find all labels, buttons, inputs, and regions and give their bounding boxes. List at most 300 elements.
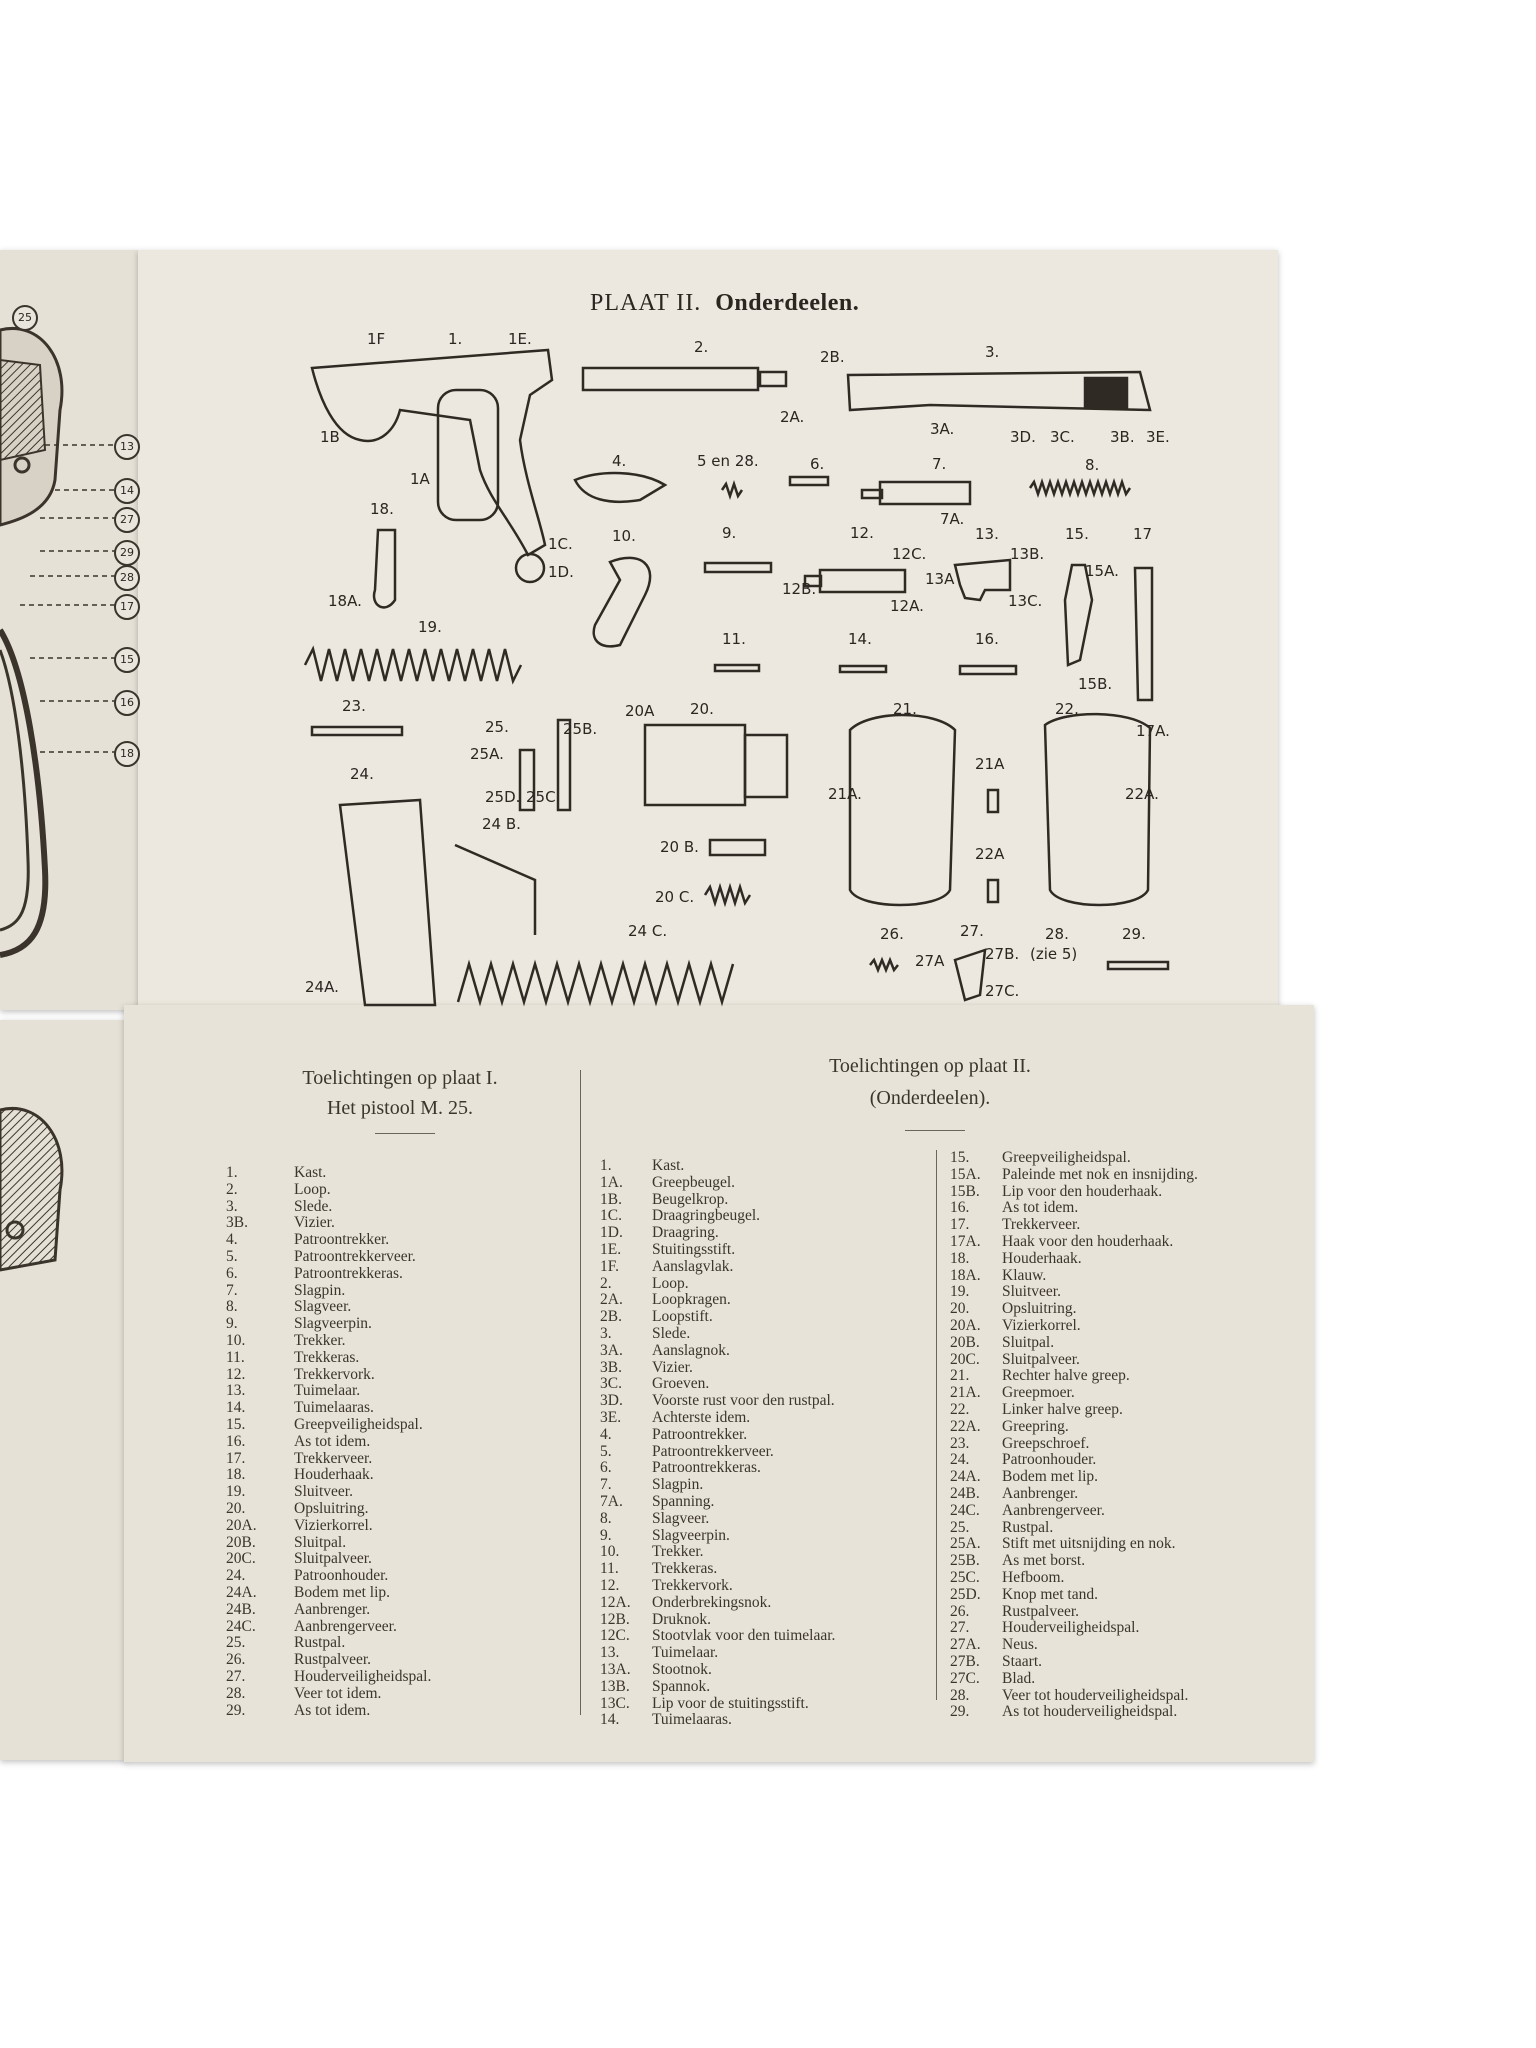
bushing-part [645, 725, 745, 805]
legend-item-number: 3E. [600, 1408, 622, 1426]
legend-item-number: 24A. [950, 1468, 981, 1486]
legend-item-number: 18. [226, 1466, 246, 1484]
label-27B: 27B. [985, 945, 1020, 963]
label-2: 2. [694, 338, 709, 356]
label-3A: 3A. [930, 420, 955, 438]
legend-item-text: Houderveiligheidspal. [1002, 1619, 1140, 1637]
legend-item [600, 1427, 835, 1444]
legend-item-text: Stootvlak voor den tuimelaar. [652, 1627, 836, 1645]
legend-item-text: Tuimelaaras. [294, 1399, 374, 1417]
legend-item-text: Aanbrenger. [1002, 1484, 1079, 1502]
legend-item [950, 1486, 1198, 1503]
legend-item-text: Trekkervork. [294, 1365, 375, 1383]
legend-item [226, 1703, 431, 1720]
callout-27: 27 [114, 507, 140, 533]
label-15B: 15B. [1078, 675, 1113, 693]
legend-item-number: 5. [600, 1442, 612, 1460]
label-20B: 20 B. [660, 838, 699, 856]
legend-item [600, 1578, 835, 1595]
label-1: 1. [448, 330, 463, 348]
legend-item-text: Vizierkorrel. [294, 1516, 373, 1534]
legend-item-text: Greepveiligheidspal. [1002, 1149, 1131, 1166]
label-12A: 12A. [890, 597, 924, 615]
legend1-title: Toelichtingen op plaat I. [302, 1067, 498, 1089]
legend-item-text: Tuimelaar. [294, 1382, 361, 1400]
legend-item-text: Sluitveer. [294, 1483, 353, 1501]
legend-item-number: 20A. [950, 1316, 981, 1334]
legend-item-text: Aanbrenger. [294, 1600, 371, 1618]
legend-item-number: 17. [950, 1216, 970, 1234]
legend-item-text: Aanbrengerveer. [1002, 1501, 1105, 1519]
legend-item [600, 1276, 835, 1293]
legend-item-number: 25B. [950, 1552, 980, 1570]
legend-item-text: Hefboom. [1002, 1568, 1065, 1586]
legend-item [226, 1182, 431, 1199]
legend-item-text: Patroontrekkeras. [652, 1459, 761, 1477]
legend-item-number: 26. [950, 1602, 970, 1620]
legend-item-number: 12B. [600, 1610, 630, 1628]
legend-item-text: Sluitpalveer. [1002, 1350, 1080, 1368]
legend-item-text: As met borst. [1002, 1552, 1086, 1570]
callout-13: 13 [114, 434, 140, 460]
label-zie5: (zie 5) [1030, 945, 1078, 963]
legend-item-number: 8. [600, 1509, 612, 1527]
legend-item [600, 1326, 835, 1343]
legend-item [950, 1234, 1198, 1251]
label-6: 6. [810, 455, 825, 473]
legend-item-number: 29. [226, 1701, 246, 1719]
label-12C: 12C. [892, 545, 927, 563]
legend-item-text: Kast. [294, 1164, 327, 1181]
callout-18: 18 [114, 741, 140, 767]
legend-item-text: Klauw. [1002, 1266, 1047, 1284]
legend-item-text: Slagveerpin. [294, 1315, 372, 1333]
legend-item [600, 1712, 835, 1729]
legend-item-text: Slagpin. [652, 1476, 704, 1494]
legend-item-number: 21. [950, 1367, 970, 1385]
legend-item [600, 1309, 835, 1326]
label-11: 11. [722, 630, 746, 648]
legend-item [600, 1175, 835, 1192]
parts-drawing [0, 0, 1536, 1010]
legend-item [950, 1587, 1198, 1604]
legend-item-number: 9. [226, 1315, 238, 1333]
legend-item [950, 1301, 1198, 1318]
label-24A: 24A. [305, 978, 339, 996]
legend-item [950, 1452, 1198, 1469]
label-25: 25. [485, 718, 509, 736]
legend-item-number: 15. [950, 1149, 970, 1166]
legend-item [950, 1200, 1198, 1217]
legend-item [950, 1704, 1198, 1721]
legend-item-number: 1A. [600, 1173, 623, 1191]
legend-item-number: 24B. [950, 1484, 980, 1502]
label-20: 20. [690, 700, 714, 718]
legend-item [226, 1669, 431, 1686]
legend-item [600, 1561, 835, 1578]
legend-item-text: Trekkeras. [294, 1348, 360, 1366]
label-3: 3. [985, 343, 1000, 361]
label-27A: 27A [915, 952, 945, 970]
legend-item [226, 1367, 431, 1384]
legend-item-text: Staart. [1002, 1652, 1043, 1670]
legend-item-text: Aanbrengerveer. [294, 1617, 397, 1635]
legend-item-number: 27. [226, 1667, 246, 1685]
legend-item [950, 1637, 1198, 1654]
legend-item [226, 1199, 431, 1216]
label-18: 18. [370, 500, 394, 518]
label-24C: 24 C. [628, 922, 668, 940]
legend-item-number: 24. [226, 1567, 246, 1585]
legend-item-text: Groeven. [652, 1375, 710, 1393]
legend-item [950, 1402, 1198, 1419]
legend-item-number: 25D. [950, 1585, 981, 1603]
legend-item-number: 28. [226, 1684, 246, 1702]
legend-item-text: Sluitveer. [1002, 1283, 1061, 1301]
legend-item [600, 1612, 835, 1629]
legend-item-text: Achterste idem. [652, 1408, 751, 1426]
legend-item [600, 1208, 835, 1225]
label-26: 26. [880, 925, 904, 943]
legend-item-number: 7. [600, 1476, 612, 1494]
plate-title-prefix: PLAAT II. [590, 290, 702, 316]
legend-item-text: Patroontrekkerveer. [294, 1247, 416, 1265]
legend-item [950, 1184, 1198, 1201]
legend-divider-1 [580, 1070, 581, 1715]
legend-item-text: Rustpalveer. [294, 1651, 372, 1669]
legend-item [950, 1469, 1198, 1486]
legend-item-text: Patroonhouder. [1002, 1451, 1097, 1469]
legend-item-text: Beugelkrop. [652, 1190, 729, 1208]
legend-item [226, 1518, 431, 1535]
legend-item [950, 1217, 1198, 1234]
label-1F: 1F [367, 330, 386, 348]
legend-item [226, 1619, 431, 1636]
legend-item [600, 1192, 835, 1209]
label-27C: 27C. [985, 982, 1020, 1000]
legend-item-text: Aanslagvlak. [652, 1257, 734, 1275]
legend-item-text: Trekkerveer. [1002, 1216, 1081, 1234]
legend-item-text: Vizier. [294, 1214, 335, 1232]
legend-item-text: Trekker. [294, 1331, 346, 1349]
frame-part [312, 350, 552, 555]
plate1-partial-section [0, 1080, 126, 1280]
label-23: 23. [342, 697, 366, 715]
callout-25: 25 [12, 305, 38, 331]
legend-item [950, 1520, 1198, 1537]
legend-item-number: 24B. [226, 1600, 256, 1618]
legend-item [600, 1494, 835, 1511]
legend-item [600, 1528, 835, 1545]
legend-item-number: 6. [226, 1264, 238, 1282]
legend-item-text: Bodem met lip. [294, 1583, 391, 1601]
legend-item [950, 1150, 1198, 1167]
legend-item [226, 1266, 431, 1283]
legend-item-text: Vizierkorrel. [1002, 1316, 1081, 1334]
legend-item-number: 14. [600, 1711, 620, 1729]
legend2-rule [905, 1130, 965, 1131]
legend-item [226, 1434, 431, 1451]
legend-item-number: 20A. [226, 1516, 257, 1534]
legend-item-text: Rechter halve greep. [1002, 1367, 1130, 1385]
legend-item-text: Greepbeugel. [652, 1173, 736, 1191]
label-28: 28. [1045, 925, 1069, 943]
label-1A: 1A [410, 470, 430, 488]
legend-item-number: 24C. [950, 1501, 980, 1519]
label-22: 22. [1055, 700, 1079, 718]
legend-item-number: 13C. [600, 1694, 630, 1712]
legend-item-number: 24C. [226, 1617, 256, 1635]
legend-item-number: 23. [950, 1434, 970, 1452]
legend-item-number: 13A. [600, 1660, 631, 1678]
legend-item-text: Stift met uitsnijding en nok. [1002, 1535, 1176, 1553]
legend-item-number: 12. [600, 1576, 620, 1594]
legend-item-text: Houderhaak. [294, 1466, 374, 1484]
legend-item [226, 1602, 431, 1619]
label-1D: 1D. [548, 563, 574, 581]
legend-item [950, 1671, 1198, 1688]
legend-item-text: Patroonhouder. [294, 1567, 389, 1585]
label-3C: 3C. [1050, 428, 1075, 446]
legend-item-number: 1F. [600, 1257, 620, 1275]
legend-item-text: Loop. [294, 1180, 331, 1198]
label-7A: 7A. [940, 510, 965, 528]
label-25D: 25D. [485, 788, 521, 806]
legend-item-text: Draagringbeugel. [652, 1207, 761, 1225]
label-25A: 25A. [470, 745, 504, 763]
legend2-list-col1 [600, 1158, 835, 1729]
legend-item-text: Slede. [652, 1324, 691, 1342]
label-14: 14. [848, 630, 872, 648]
label-13B: 13B. [1010, 545, 1045, 563]
label-24: 24. [350, 765, 374, 783]
legend-item [600, 1410, 835, 1427]
legend-item [226, 1501, 431, 1518]
legend-item-text: Trekkeras. [652, 1560, 718, 1578]
legend-item-number: 27. [950, 1619, 970, 1637]
legend-item-number: 13B. [600, 1677, 630, 1695]
legend-item-number: 9. [600, 1526, 612, 1544]
legend-item [600, 1225, 835, 1242]
legend-item-number: 24. [950, 1451, 970, 1469]
legend-item-text: Trekker. [652, 1543, 704, 1561]
legend-item-number: 12C. [600, 1627, 630, 1645]
label-12B: 12B. [782, 580, 817, 598]
legend-item [226, 1215, 431, 1232]
legend-item-number: 17. [226, 1449, 246, 1467]
legend-item-number: 25. [950, 1518, 970, 1536]
legend-item-number: 20B. [226, 1533, 256, 1551]
plate-title-main: Onderdeelen. [715, 290, 860, 316]
legend-item-number: 16. [226, 1432, 246, 1450]
legend-item-number: 3. [600, 1324, 612, 1342]
callout-16: 16 [114, 690, 140, 716]
legend-item [226, 1467, 431, 1484]
legend-item-text: Rustpal. [1002, 1518, 1054, 1536]
legend-item-number: 29. [950, 1703, 970, 1721]
label-2A: 2A. [780, 408, 805, 426]
legend-item [226, 1484, 431, 1501]
legend-item-number: 11. [226, 1348, 245, 1366]
barrel-part [583, 368, 758, 390]
legend-item-number: 2. [600, 1274, 612, 1292]
legend-item [600, 1360, 835, 1377]
legend-item [950, 1536, 1198, 1553]
legend-item-number: 19. [950, 1283, 970, 1301]
legend-item-number: 12. [226, 1365, 246, 1383]
legend-item [226, 1165, 431, 1182]
callout-14: 14 [114, 478, 140, 504]
label-29: 29. [1122, 925, 1146, 943]
legend-item-number: 10. [226, 1331, 246, 1349]
label-16: 16. [975, 630, 999, 648]
label-1B: 1B [320, 428, 340, 446]
legend-item [950, 1284, 1198, 1301]
legend-item-text: Opsluitring. [1002, 1300, 1077, 1318]
label-17A: 17A. [1136, 722, 1170, 740]
legend-item-number: 10. [600, 1543, 620, 1561]
grip-panel [438, 390, 498, 520]
label-20A: 20A [625, 702, 655, 720]
legend-item [950, 1620, 1198, 1637]
legend-item-text: Sluitpalveer. [294, 1550, 372, 1568]
legend-item-text: Stootnok. [652, 1660, 712, 1678]
label-8: 8. [1085, 456, 1100, 474]
legend-item-text: Houderveiligheidspal. [294, 1667, 432, 1685]
legend-item-number: 22. [950, 1400, 970, 1418]
legend-item-number: 27C. [950, 1669, 980, 1687]
legend-item [950, 1167, 1198, 1184]
legend-item [950, 1318, 1198, 1335]
legend-item-number: 1E. [600, 1240, 622, 1258]
legend-item [226, 1383, 431, 1400]
legend-item [950, 1352, 1198, 1369]
legend-item-number: 15. [226, 1415, 246, 1433]
label-20C: 20 C. [655, 888, 695, 906]
legend-divider-2 [936, 1150, 937, 1700]
legend-item-text: Greepmoer. [1002, 1384, 1075, 1402]
legend-item-text: Haak voor den houderhaak. [1002, 1232, 1174, 1250]
label-10: 10. [612, 527, 636, 545]
legend-item-text: Greepschroef. [1002, 1434, 1090, 1452]
legend-item-text: Tuimelaar. [652, 1644, 719, 1662]
legend-item-number: 20. [950, 1300, 970, 1318]
legend-item-text: Lip voor den houderhaak. [1002, 1182, 1163, 1200]
legend-item [950, 1335, 1198, 1352]
legend-item-number: 11. [600, 1560, 619, 1578]
legend-item [600, 1696, 835, 1713]
legend-item-text: Slagveer. [294, 1298, 352, 1316]
legend2-title: Toelichtingen op plaat II. [829, 1055, 1031, 1077]
legend-item-text: Trekkervork. [652, 1576, 733, 1594]
legend-item [226, 1249, 431, 1266]
legend-item-number: 12A. [600, 1593, 631, 1611]
label-15A: 15A. [1085, 562, 1119, 580]
legend-item-text: Rustpal. [294, 1634, 346, 1652]
legend-item-number: 6. [600, 1459, 612, 1477]
legend-item [600, 1158, 835, 1175]
legend-item-number: 27A. [950, 1636, 981, 1654]
legend-item [950, 1419, 1198, 1436]
legend-item-text: Loopstift. [652, 1308, 713, 1326]
legend-item-text: Slagveer. [652, 1509, 710, 1527]
legend-item-text: Trekkerveer. [294, 1449, 373, 1467]
legend-item-number: 2A. [600, 1291, 623, 1309]
legend-item-number: 26. [226, 1651, 246, 1669]
label-21A-mid: 21A [975, 755, 1005, 773]
legend-item-number: 2. [226, 1180, 238, 1198]
legend-item-text: Blad. [1002, 1669, 1036, 1687]
legend-item-text: Stuitingsstift. [652, 1240, 736, 1258]
legend-item [950, 1654, 1198, 1671]
legend-item-number: 2B. [600, 1308, 622, 1326]
legend-item-number: 13. [226, 1382, 246, 1400]
legend-item-number: 1. [600, 1157, 612, 1174]
legend-item-text: Draagring. [652, 1224, 719, 1242]
legend-item [226, 1350, 431, 1367]
legend-item-number: 20. [226, 1499, 246, 1517]
legend-item-number: 4. [226, 1231, 238, 1249]
legend-item [600, 1259, 835, 1276]
legend-item-number: 20C. [226, 1550, 256, 1568]
label-21: 21. [893, 700, 917, 718]
legend-item [226, 1232, 431, 1249]
legend-item [950, 1251, 1198, 1268]
legend-item-number: 25C. [950, 1568, 980, 1586]
legend-item [226, 1551, 431, 1568]
legend-item [226, 1316, 431, 1333]
legend-item-number: 16. [950, 1199, 970, 1217]
legend-item-number: 15B. [950, 1182, 980, 1200]
legend-item-number: 3B. [600, 1358, 622, 1376]
legend-item-text: Greepveiligheidspal. [294, 1415, 423, 1433]
legend-item-number: 25. [226, 1634, 246, 1652]
label-4: 4. [612, 452, 627, 470]
legend-item [600, 1662, 835, 1679]
legend-item-text: Spanning. [652, 1492, 715, 1510]
legend-item-text: Opsluitring. [294, 1499, 369, 1517]
label-1C: 1C. [548, 535, 573, 553]
legend-item [600, 1477, 835, 1494]
legend-item [950, 1385, 1198, 1402]
label-3E: 3E. [1146, 428, 1170, 446]
legend-item [950, 1368, 1198, 1385]
legend-item-number: 7A. [600, 1492, 623, 1510]
legend-item-text: Spannok. [652, 1677, 711, 1695]
legend-item-number: 4. [600, 1425, 612, 1443]
legend-item-text: Patroontrekkerveer. [652, 1442, 774, 1460]
legend-item-text: Onderbrekingsnok. [652, 1593, 772, 1611]
callout-29: 29 [114, 540, 140, 566]
legend-item-text: Greepring. [1002, 1417, 1069, 1435]
legend-item-text: Slagveerpin. [652, 1526, 730, 1544]
legend-item-text: Veer tot houderveiligheidspal. [1002, 1686, 1189, 1704]
magazine-part [340, 800, 435, 1005]
legend-item-number: 24A. [226, 1583, 257, 1601]
label-2B: 2B. [820, 348, 845, 366]
label-15: 15. [1065, 525, 1089, 543]
legend-item-number: 18A. [950, 1266, 981, 1284]
legend-item-text: Loop. [652, 1274, 689, 1292]
legend-item [600, 1460, 835, 1477]
legend-item-number: 5. [226, 1247, 238, 1265]
legend-item-number: 3A. [600, 1341, 623, 1359]
label-19: 19. [418, 618, 442, 636]
legend2-subtitle: (Onderdeelen). [869, 1087, 991, 1109]
legend-item-text: As tot idem. [1002, 1199, 1079, 1217]
legend-item-text: Patroontrekkeras. [294, 1264, 403, 1282]
legend-item-text: Veer tot idem. [294, 1684, 382, 1702]
